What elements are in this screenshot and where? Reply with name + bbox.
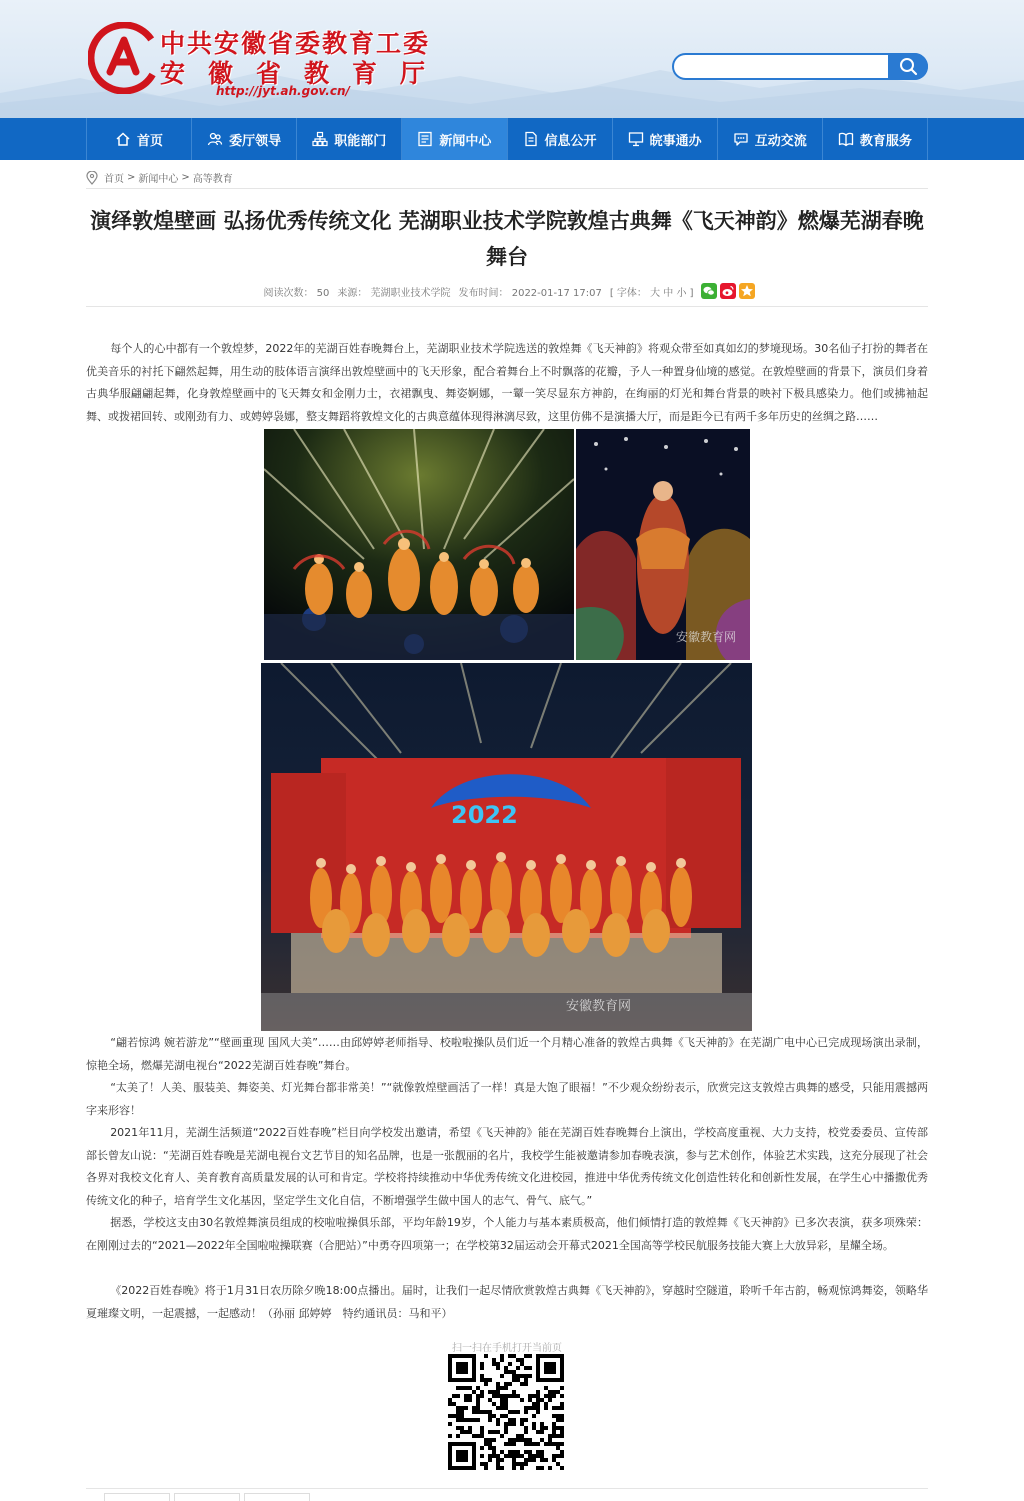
font-size-switcher[interactable]: [ 字体： 大 中 小 ] <box>609 287 694 299</box>
home-icon <box>115 131 131 147</box>
nav-item-label: 职能部门 <box>334 133 387 149</box>
nav-item-news[interactable] <box>402 118 507 160</box>
nav-item-label: 信息公开 <box>544 133 597 149</box>
location-pin-icon <box>86 171 98 185</box>
nav-item-label: 教育服务 <box>859 133 912 149</box>
article-photo <box>264 429 574 660</box>
article-title: 演绎敦煌壁画 弘扬优秀传统文化 芜湖职业技术学院敦煌古典舞《飞天神韵》燃爆芜湖春晚舞台 <box>90 209 924 269</box>
article-paragraph: “太美了！人美、服装美、舞姿美、灯光舞台都非常美！”“就像敦煌壁画活了一样！真是大饱了眼福！”不少观众纷纷表示，欣赏完这支敦煌古典舞的感受，只能用震撼两字来形容！ <box>86 1081 928 1117</box>
divider <box>86 1488 928 1489</box>
search-button[interactable] <box>888 53 928 80</box>
view-count: 阅读次数： 50 <box>263 287 330 299</box>
breadcrumb-news[interactable]: 新闻中心 <box>138 174 179 185</box>
qr-label: 扫一扫在手机打开当前页 <box>452 1343 562 1354</box>
wechat-share-icon[interactable] <box>701 283 717 299</box>
breadcrumb-current[interactable]: 高等教育 <box>192 174 233 185</box>
site-url[interactable]: http://jyt.ah.gov.cn/ <box>216 84 350 98</box>
photo-watermark: 安徽教育网 <box>676 630 737 644</box>
qr-code <box>448 1354 564 1470</box>
article-paragraph: 每个人的心中都有一个敦煌梦，2022年的芜湖百姓春晚舞台上，芜湖职业技术学院选送的敦煌舞《飞天神韵》将观众带至如真如幻的梦境现场。30名仙子打扮的舞者在优美音乐的衬托下翩然起舞，用生动的肢体语言演绎出敦煌壁画中的飞天形象，配合着舞台上不时飘落的花瓣，予人一种置身仙境的感觉。在敦煌壁画的背景下，演员们身着古典华服翩翩起舞，化身敦煌壁画中的飞天舞女和金刚力士，衣裙飘曳、舞姿婀娜，一颦一笑尽显东方神韵，在绚丽的灯光和舞台背景的映衬下极具感染力。他们或拂袖起舞、或拨裙回转、或刚劲有力、或娉婷袅娜，整支舞蹈将敦煌文化的古典意蕴体现得淋漓尽致，这里仿佛不是演播大厅，而是距今已有两千多年历史的丝绸之路…… <box>86 342 928 423</box>
article-paragraph: 2021年11月，芜湖生活频道“2022百姓春晚”栏目向学校发出邀请，希望《飞天神韵》能在芜湖百姓春晚舞台上演出，学校高度重视、大力支持，校党委委员、宣传部部长曾友山说：“芜湖百姓春晚是芜湖电视台文艺节目的知名品牌，也是一张靓丽的名片，我校学生能被邀请参加春晚表演，参与艺术创作，体验艺术实践，这充分展现了社会各界对我校文化育人、美育教育高质量发展的认可和肯定。学校将持续推动中华优秀传统文化进校园，推进中华优秀传统文化创造性转化和创新性发展，在学生心中播撒优秀传统文化的种子，培育学生文化基因，坚定学生文化自信，不断增强学生做中国人的志气、骨气、底气。” <box>86 1126 928 1207</box>
article-photo <box>576 429 750 660</box>
nav-item-education[interactable] <box>823 118 928 160</box>
article-paragraph: 据悉，学校这支由30名敦煌舞演员组成的校啦啦操俱乐部，平均年龄19岁，个人能力与基本素质极高，他们倾情打造的敦煌舞《飞天神韵》已多次表演，获多项殊荣：在刚刚过去的“2021—2022年全国啦啦操联赛（合肥站）”中勇夺四项第一；在学校第32届运动会开幕式2021全国高等学校民航服务技能大赛上大放异彩，星耀全场。 <box>86 1216 928 1252</box>
article-photo <box>261 663 752 1031</box>
bottom-tab[interactable] <box>244 1493 310 1501</box>
site-header <box>0 0 1024 118</box>
breadcrumb-separator: > <box>127 172 136 183</box>
nav-item-services[interactable] <box>613 118 718 160</box>
bottom-tab[interactable] <box>104 1493 170 1501</box>
nav-item-label: 新闻中心 <box>439 133 492 149</box>
chat-icon <box>733 131 749 147</box>
svg-text:2022: 2022 <box>451 801 518 829</box>
article-paragraph: “翩若惊鸿 婉若游龙”“壁画重现 国风大美”……由邱婷婷老师指导、校啦啦操队员们近一个月精心准备的敦煌古典舞《飞天神韵》在芜湖广电中心已完成现场演出录制，惊艳全场，燃爆芜湖电视台“2022芜湖百姓春晚”舞台。 <box>86 1036 928 1072</box>
nav-item-interaction[interactable] <box>718 118 823 160</box>
org-name-line1: 中共安徽省委教育工委 <box>160 29 431 58</box>
weibo-share-icon[interactable] <box>720 283 736 299</box>
logo-icon[interactable] <box>88 22 160 94</box>
monitor-icon <box>628 131 644 147</box>
nav-item-label: 皖事通办 <box>649 133 702 149</box>
photo-watermark: 安徽教育网 <box>566 999 632 1014</box>
main-nav <box>0 118 1024 160</box>
breadcrumb-home[interactable]: 首页 <box>104 174 124 185</box>
nav-item-departments[interactable] <box>297 118 402 160</box>
nav-item-info[interactable] <box>508 118 613 160</box>
article-paragraph: 《2022百姓春晚》将于1月31日农历除夕晚18:00点播出。届时，让我们一起尽情欣赏敦煌古典舞《飞天神韵》，穿越时空隧道，聆听千年古韵，畅观惊鸿舞姿，领略华夏璀璨文明，一起震撼，一起感动！（孙丽 邱婷婷 特约通讯员：马和平） <box>86 1284 928 1320</box>
news-icon <box>417 131 433 147</box>
search-icon <box>888 53 928 80</box>
nav-item-label: 首页 <box>137 133 164 149</box>
org-chart-icon <box>312 131 328 147</box>
qr-code-image <box>448 1354 564 1470</box>
divider <box>86 306 928 307</box>
bottom-tab[interactable] <box>174 1493 240 1501</box>
search-box <box>672 53 928 80</box>
bottom-tabs <box>104 1493 314 1501</box>
nav-item-home[interactable] <box>86 118 192 160</box>
article-source: 来源： 芜湖职业技术学院 <box>337 287 451 299</box>
breadcrumb <box>86 170 236 185</box>
book-icon <box>838 131 854 147</box>
search-input[interactable] <box>684 58 884 76</box>
nav-item-leaders[interactable] <box>192 118 297 160</box>
people-icon <box>207 131 223 147</box>
article-meta <box>86 283 928 299</box>
publish-time: 发布时间： 2022-01-17 17:07 <box>458 287 602 299</box>
qzone-share-icon[interactable] <box>739 283 755 299</box>
nav-item-label: 委厅领导 <box>229 133 282 149</box>
breadcrumb-separator: > <box>181 172 190 183</box>
divider <box>86 188 928 189</box>
org-name-line2: 安徽省教育厅 <box>160 59 449 88</box>
document-icon <box>523 131 539 147</box>
nav-item-label: 互动交流 <box>754 133 807 149</box>
